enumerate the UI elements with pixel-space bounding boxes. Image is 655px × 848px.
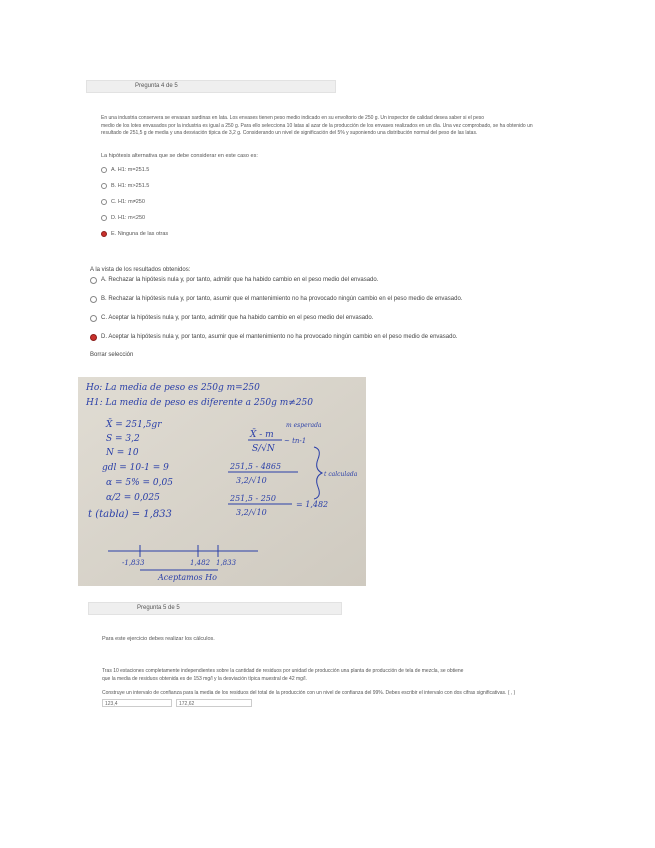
interval-lower-input[interactable]: 123,4 xyxy=(102,699,172,707)
question-header-label: Pregunta 4 de 5 xyxy=(135,83,178,89)
option-label: B. Rechazar la hipótesis nula y, por tanto, asumir que el mantenimiento no ha provocado ningún cambio en el peso medio de envasado. xyxy=(101,296,463,302)
option-label: C. Aceptar la hipótesis nula y, por tanto, admitir que ha habido cambio en el peso medio del envasado. xyxy=(101,315,374,321)
hw-formula-den: S/√N xyxy=(252,444,275,454)
option-a-2[interactable] xyxy=(101,182,149,190)
question-line: Tras 10 estaciones completamente independientes sobre la cantidad de residuos por unidad de producción una planta de producción de tela de mezcla, se obtiene xyxy=(102,668,464,674)
radio-button[interactable] xyxy=(101,199,107,205)
hw-s: S = 3,2 xyxy=(106,434,140,444)
hw-calc2-num: 251,5 - 250 xyxy=(230,494,276,503)
option-label: D. H1: m<250 xyxy=(111,215,146,221)
hw-formula-note2: m esperada xyxy=(286,422,322,429)
radio-button[interactable] xyxy=(101,215,107,221)
hw-calc2-den: 3,2/√10 xyxy=(236,508,267,517)
option-label: C. H1: m≠250 xyxy=(111,199,145,205)
option-a-5[interactable] xyxy=(101,230,168,238)
question-header xyxy=(88,602,342,615)
radio-button[interactable] xyxy=(101,167,107,173)
option-a-4[interactable] xyxy=(101,214,145,222)
question-header xyxy=(86,80,336,93)
hw-axis-mid: 1,482 xyxy=(190,559,211,567)
option-b-2[interactable] xyxy=(90,295,462,304)
hw-result: = 1,482 xyxy=(296,500,329,509)
hw-axis-right: 1,833 xyxy=(216,559,237,567)
hw-h1: H1: La media de peso es diferente a 250g m≠250 xyxy=(86,398,313,408)
question-line: Construye un intervalo de confianza para la media de los residuos del total de la producción con un nivel de confianza del 99%. Debes escribir el intervalo con dos cifras significativas. ( , ) xyxy=(102,690,516,696)
intro-line: medio de los lotes envasados por la industria es igual a 250 g. Para ello selecciona 10 latas al azar de la producción de los envases realizados en un día. Una vez comprobado, se ha obtenido un xyxy=(101,122,533,129)
intro-line: En una industria conservera se envasan sardinas en lata. Los envases tienen peso medio indicado en su envoltorio de 250 g. Un inspector de calidad desea saber si el peso xyxy=(101,115,485,121)
radio-button-selected[interactable] xyxy=(101,231,107,237)
radio-button[interactable] xyxy=(90,277,97,284)
hw-axis-left: -1,833 xyxy=(122,559,145,567)
hw-gdl: gdl = 10-1 = 9 xyxy=(102,463,169,473)
question-line: que la media de residuos obtenida es de 153 mg/l y la desviación típica muestral de 42 mg/l. xyxy=(102,675,307,682)
hw-calc1-den: 3,2/√10 xyxy=(236,476,267,485)
hw-side-label: t calculada xyxy=(324,471,358,478)
option-label: A. H1: m=251.5 xyxy=(111,167,150,173)
interval-upper-input[interactable]: 172,62 xyxy=(176,699,252,707)
radio-button-selected[interactable] xyxy=(90,334,97,341)
handwritten-work-photo xyxy=(78,377,366,586)
part-a-prompt: La hipótesis alternativa que se debe considerar en este caso es: xyxy=(101,153,258,159)
question-header-label: Pregunta 5 de 5 xyxy=(137,605,180,611)
hw-alpha2: α/2 = 0,025 xyxy=(106,493,160,503)
hw-calc1-num: 251,5 - 4865 xyxy=(230,462,282,471)
hw-n: N = 10 xyxy=(106,448,139,458)
option-label: E. Ninguna de las otras xyxy=(111,231,169,237)
option-a-1[interactable] xyxy=(101,166,149,174)
question-text xyxy=(102,668,572,683)
option-b-3[interactable] xyxy=(90,314,373,323)
radio-button[interactable] xyxy=(101,183,107,189)
option-label: B. H1: m>251.5 xyxy=(111,183,150,189)
hw-formula-num: X̄ - m xyxy=(250,430,274,440)
clear-selection-link[interactable]: Borrar selección xyxy=(90,352,134,358)
part-b-prompt: A la vista de los resultados obtenidos: xyxy=(90,267,191,273)
option-b-4[interactable] xyxy=(90,333,457,342)
intro-line: resultado de 251,5 g de media y una desviación típica de 3,2 g. Considerando un nivel de significación del 5% y suponiendo una distribución normal del peso de las latas. xyxy=(101,130,478,136)
option-a-3[interactable] xyxy=(101,198,145,206)
hw-ttab: t (tabla) = 1,833 xyxy=(88,509,172,520)
hw-alpha: α = 5% = 0,05 xyxy=(106,478,173,488)
option-b-1[interactable] xyxy=(90,276,378,285)
question-instructions: Para este ejercicio debes realizar los cálculos. xyxy=(102,636,215,642)
option-label: A. Rechazar la hipótesis nula y, por tanto, admitir que ha habido cambio en el peso medio del envasado. xyxy=(101,277,379,283)
hw-formula-note: ~ tn-1 xyxy=(284,437,307,445)
hw-axis-label: Aceptamos Ho xyxy=(158,573,217,582)
option-label: D. Aceptar la hipótesis nula y, por tanto, asumir que el mantenimiento no ha provocado ningún cambio en el peso medio de envasado. xyxy=(101,334,458,340)
radio-button[interactable] xyxy=(90,296,97,303)
hw-h0: Ho: La media de peso es 250g m=250 xyxy=(86,383,260,393)
question-intro xyxy=(101,115,571,138)
radio-button[interactable] xyxy=(90,315,97,322)
hw-xbar: X̄ = 251,5gr xyxy=(106,420,162,430)
